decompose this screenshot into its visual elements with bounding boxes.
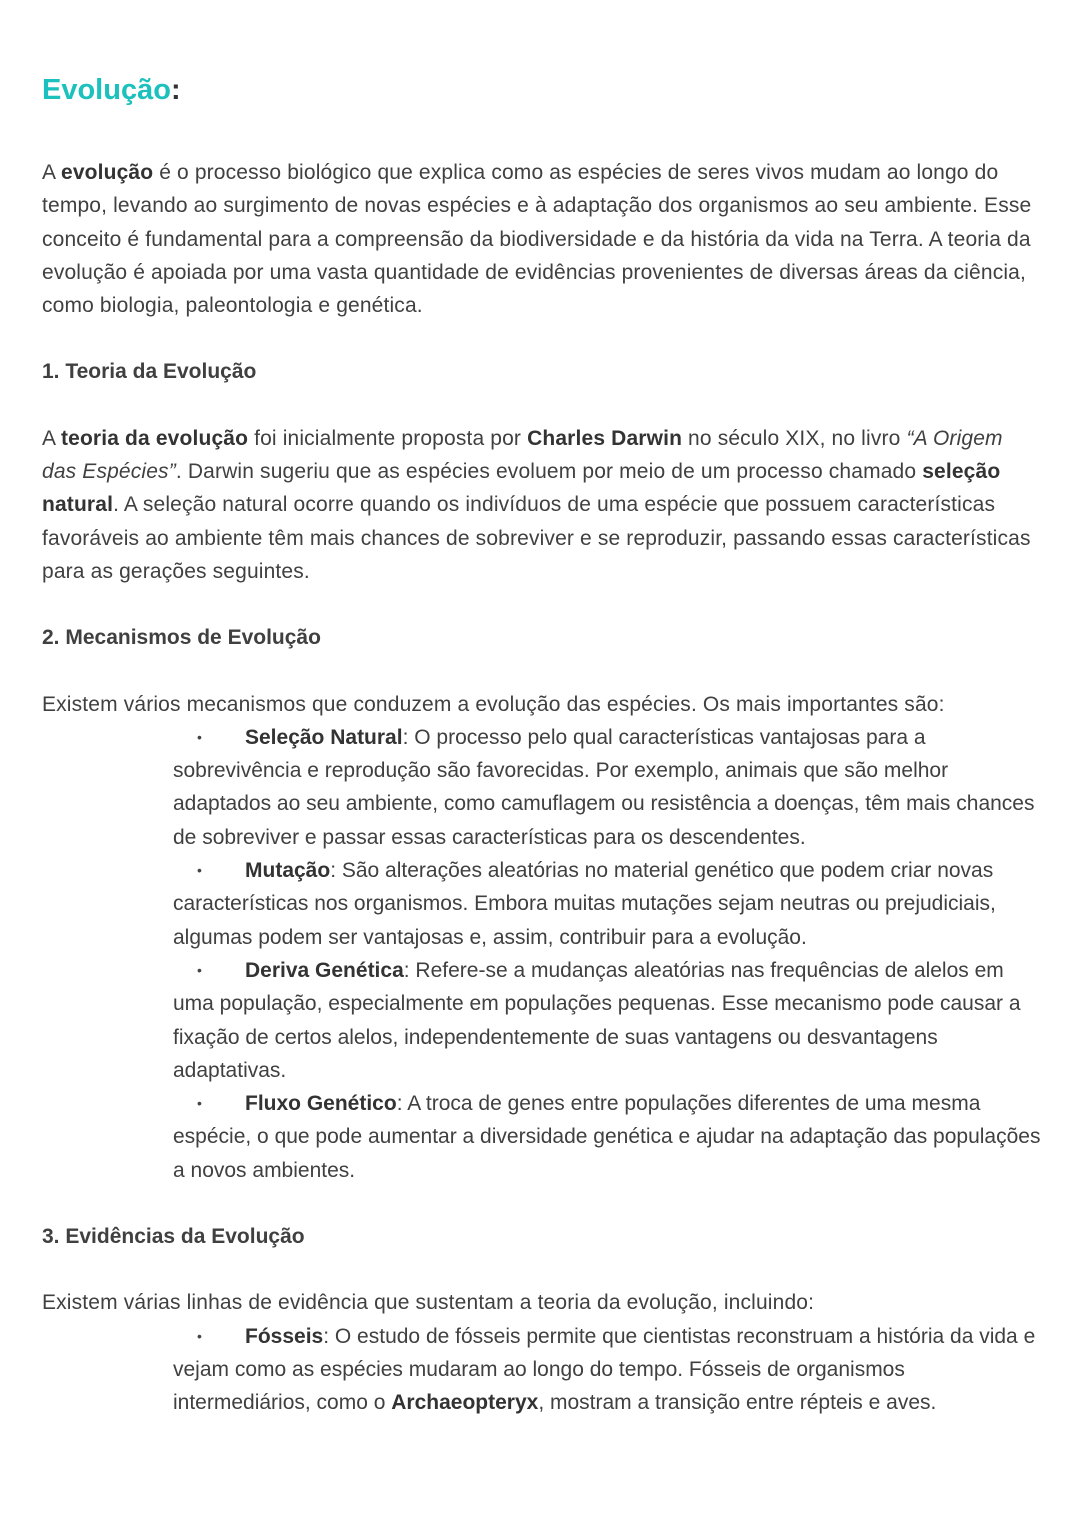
mechanisms-list <box>42 721 1042 1187</box>
list-item-bold-term: Archaeopteryx <box>391 1391 539 1415</box>
title-text: Evolução <box>42 74 171 106</box>
bold-term: Charles Darwin <box>527 426 683 450</box>
title-colon: : <box>170 74 181 106</box>
bullet-icon: • <box>197 961 202 978</box>
intro-text: é o processo biológico que explica como as espécies de seres vivos mudam ao longo do tempo, levando ao surgimento de novas espécies e à adaptação dos organismos ao seu ambiente. Esse conceito é fundamental para a compreensão da biodiversidade e da história da vida na Terra. A teoria da evolução é apoiada por uma vasta quantidade de evidências provenientes de diversas áreas da ciência, como biologia, paleontologia e genética. <box>42 161 1032 318</box>
document-title <box>42 70 1042 110</box>
section-mecanismos-lead: Existem vários mecanismos que conduzem a evolução das espécies. Os mais importantes são: <box>42 692 945 716</box>
intro-text: A <box>42 161 61 184</box>
section-heading-evidencias: 3. Evidências da Evolução <box>42 1225 305 1249</box>
bullet-icon: • <box>197 728 202 745</box>
list-item <box>173 954 1043 1087</box>
intro-paragraph <box>42 156 1042 322</box>
evidence-list <box>42 1320 1042 1420</box>
bullet-icon: • <box>197 1327 202 1344</box>
list-item-term: Deriva Genética <box>245 958 404 982</box>
section-evidencias-lead: Existem várias linhas de evidência que sustentam a teoria da evolução, incluindo: <box>42 1291 815 1315</box>
section-heading-mecanismos: 2. Mecanismos de Evolução <box>42 626 321 650</box>
list-item <box>173 721 1043 854</box>
text: no século XIX, no livro <box>682 426 907 450</box>
list-item <box>173 854 1043 954</box>
text: . Darwin sugeriu que as espécies evoluem por meio de um processo chamado <box>175 460 923 484</box>
section-heading-teoria: 1. Teoria da Evolução <box>42 360 257 384</box>
list-item-text: , mostram a transição entre répteis e aves. <box>538 1391 937 1415</box>
list-item-text: : O estudo de fósseis permite que cientistas reconstruam a história da vida e vejam como as espécies mudaram ao longo do tempo. Fósseis de organismos intermediários, como o <box>173 1324 1036 1415</box>
list-item-term: Mutação <box>245 859 331 883</box>
text: . A seleção natural ocorre quando os indivíduos de uma espécie que possuem características favoráveis ao ambiente têm mais chances de sobreviver e se reproduzir, passando essas características para as gerações seguintes. <box>42 493 1031 583</box>
list-item <box>173 1320 1043 1420</box>
list-item-term: Fósseis <box>245 1324 324 1348</box>
book-title: “A Origem das Espécies” <box>42 426 1003 484</box>
document-page <box>42 70 1042 1420</box>
bold-term: teoria da evolução <box>60 426 249 450</box>
bold-term: seleção natural <box>42 460 1001 517</box>
intro-bold-term: evolução <box>60 161 154 184</box>
bullet-icon: • <box>197 862 202 879</box>
list-item-text: : Refere-se a mudanças aleatórias nas frequências de alelos em uma população, especialmente em populações pequenas. Esse mecanismo pode causar a fixação de certos alelos, independentemente de suas vantagens ou desvantagens adaptativas. <box>173 958 1021 1082</box>
bullet-icon: • <box>197 1095 202 1112</box>
list-item-text: : O processo pelo qual características vantajosas para a sobrevivência e reprodução são favorecidas. Por exemplo, animais que são melhor adaptados ao seu ambiente, como camuflagem ou resistência a doenças, têm mais chances de sobreviver e passar essas características para os descendentes. <box>173 725 1035 849</box>
list-item-term: Fluxo Genético <box>245 1092 397 1116</box>
text: foi inicialmente proposta por <box>248 426 528 450</box>
section-teoria-paragraph <box>42 422 1042 588</box>
list-item-text: : São alterações aleatórias no material genético que podem criar novas características nos organismos. Embora muitas mutações sejam neutras ou prejudiciais, algumas podem ser vantajosas e, assim, contribuir para a evolução. <box>173 859 996 949</box>
list-item-term: Seleção Natural <box>245 725 403 749</box>
list-item <box>173 1087 1043 1187</box>
list-item-text: : A troca de genes entre populações diferentes de uma mesma espécie, o que pode aumentar a diversidade genética e ajudar na adaptação das populações a novos ambientes. <box>173 1092 1041 1182</box>
text: A <box>42 426 61 450</box>
